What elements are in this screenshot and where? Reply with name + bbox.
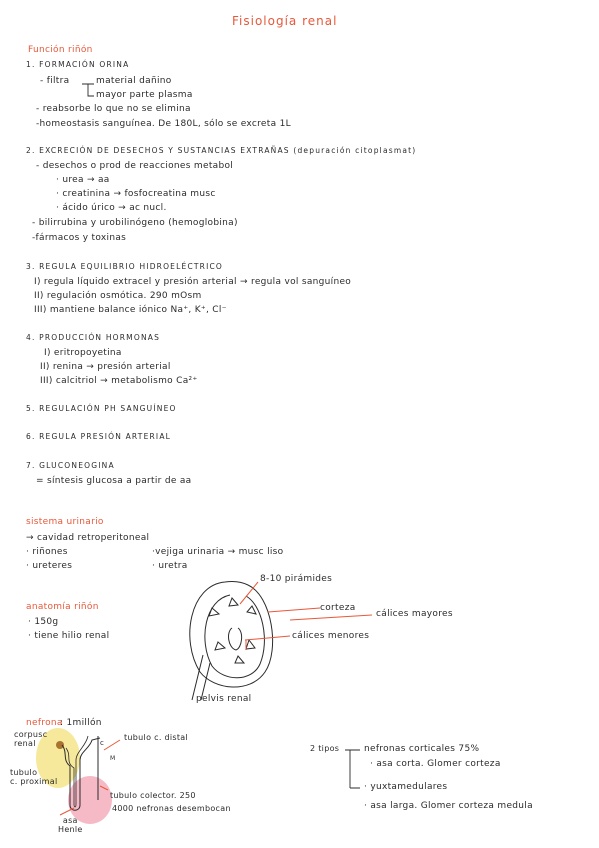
s3-l3: III) mantiene balance iónico Na⁺, K⁺, Cl⁻ — [34, 305, 227, 315]
filtra-bracket — [82, 84, 94, 96]
tipos-yuxta-d: · asa larga. Glomer corteza medula — [364, 801, 533, 811]
tipos-bracket — [345, 750, 360, 788]
s7-title: 7. GLUCONEOGINA — [26, 461, 115, 470]
s2-l6: -fármacos y toxinas — [32, 233, 127, 243]
s6-title: 6. REGULA PRESIÓN ARTERIAL — [26, 432, 172, 441]
s4-title: 4. PRODUCCIÓN HORMONAS — [26, 333, 161, 342]
sistema-c2-1: · uretra — [152, 561, 188, 571]
s1-l3: -homeostasis sanguínea. De 180L, sólo se excreta 1L — [36, 119, 291, 129]
s1-b2: mayor parte plasma — [96, 90, 193, 100]
page-title: Fisiología renal — [232, 14, 338, 28]
s2-l5: - bilirrubina y urobilinógeno (hemoglobina) — [32, 218, 238, 228]
sistema-c1-1: · ureteres — [26, 561, 73, 571]
s3-l2: II) regulación osmótica. 290 mOsm — [34, 291, 202, 301]
sistema-c1-0: · riñones — [26, 547, 68, 557]
kidney-diagram — [190, 581, 273, 700]
nefrona-heading: nefrona — [26, 718, 63, 728]
sistema-l1: → cavidad retroperitoneal — [26, 533, 150, 543]
label-piramides: 8-10 pirámides — [260, 574, 333, 584]
nefrona-count: : 1millón — [60, 718, 102, 728]
s3-l1: I) regula líquido extracel y presión arterial → regula vol sanguíneo — [34, 277, 352, 287]
s1-title: 1. FORMACIÓN ORINA — [26, 60, 130, 69]
label-c: c — [100, 739, 105, 747]
s4-l2: II) renina → presión arterial — [40, 362, 171, 372]
s2-title: 2. EXCRECIÓN DE DESECHOS Y SUSTANCIAS EXTRAÑAS (depuración citoplasmat) — [26, 146, 417, 155]
s3-title: 3. REGULA EQUILIBRIO HIDROELÉCTRICO — [26, 262, 224, 271]
anatomia-heading: anatomía riñón — [26, 602, 99, 612]
sistema-c2-0: ·vejiga urinaria → musc liso — [152, 547, 284, 557]
label-mayores: cálices mayores — [376, 609, 453, 619]
tipos-corticales-d: · asa corta. Glomer corteza — [370, 759, 501, 769]
anatomia-l2: · tiene hilio renal — [28, 631, 110, 641]
s1-filtra: - filtra — [40, 76, 70, 86]
tipos-corticales: nefronas corticales 75% — [364, 744, 480, 754]
s5-title: 5. REGULACIÓN PH SANGUÍNEO — [26, 404, 177, 413]
label-corpusc: corpusc renal — [14, 730, 48, 748]
anatomia-l1: · 150g — [28, 617, 59, 627]
s2-l2: · urea → aa — [56, 175, 110, 185]
label-menores: cálices menores — [292, 631, 370, 641]
tipos-yuxta: · yuxtamedulares — [364, 782, 448, 792]
tipos-label: 2 tipos — [310, 744, 340, 753]
s2-l1: - desechos o prod de reacciones metabol — [36, 161, 234, 171]
s7-l1: = síntesis glucosa a partir de aa — [36, 476, 192, 486]
label-colector: tubulo colector. 250 — [110, 791, 196, 800]
s1-b1: material dañino — [96, 76, 172, 86]
label-asa: asa Henle — [58, 816, 83, 834]
funcion-heading: Función riñón — [28, 45, 93, 55]
s4-l1: I) eritropoyetina — [44, 348, 122, 358]
label-proximal: tubulo c. proximal — [10, 768, 58, 786]
label-desembocan: 4000 nefronas desembocan — [112, 804, 231, 813]
label-corteza: corteza — [320, 603, 356, 613]
s1-l2: - reabsorbe lo que no se elimina — [36, 104, 191, 114]
sistema-heading: sistema urinario — [26, 517, 104, 527]
label-m: M — [110, 755, 116, 762]
label-distal: tubulo c. distal — [124, 733, 189, 742]
label-pelvis: pelvis renal — [196, 694, 252, 704]
s2-l3: · creatinina → fosfocreatina musc — [56, 189, 216, 199]
s4-l3: III) calcitriol → metabolismo Ca²⁺ — [40, 376, 198, 386]
s2-l4: · ácido úrico → ac nucl. — [56, 203, 167, 213]
